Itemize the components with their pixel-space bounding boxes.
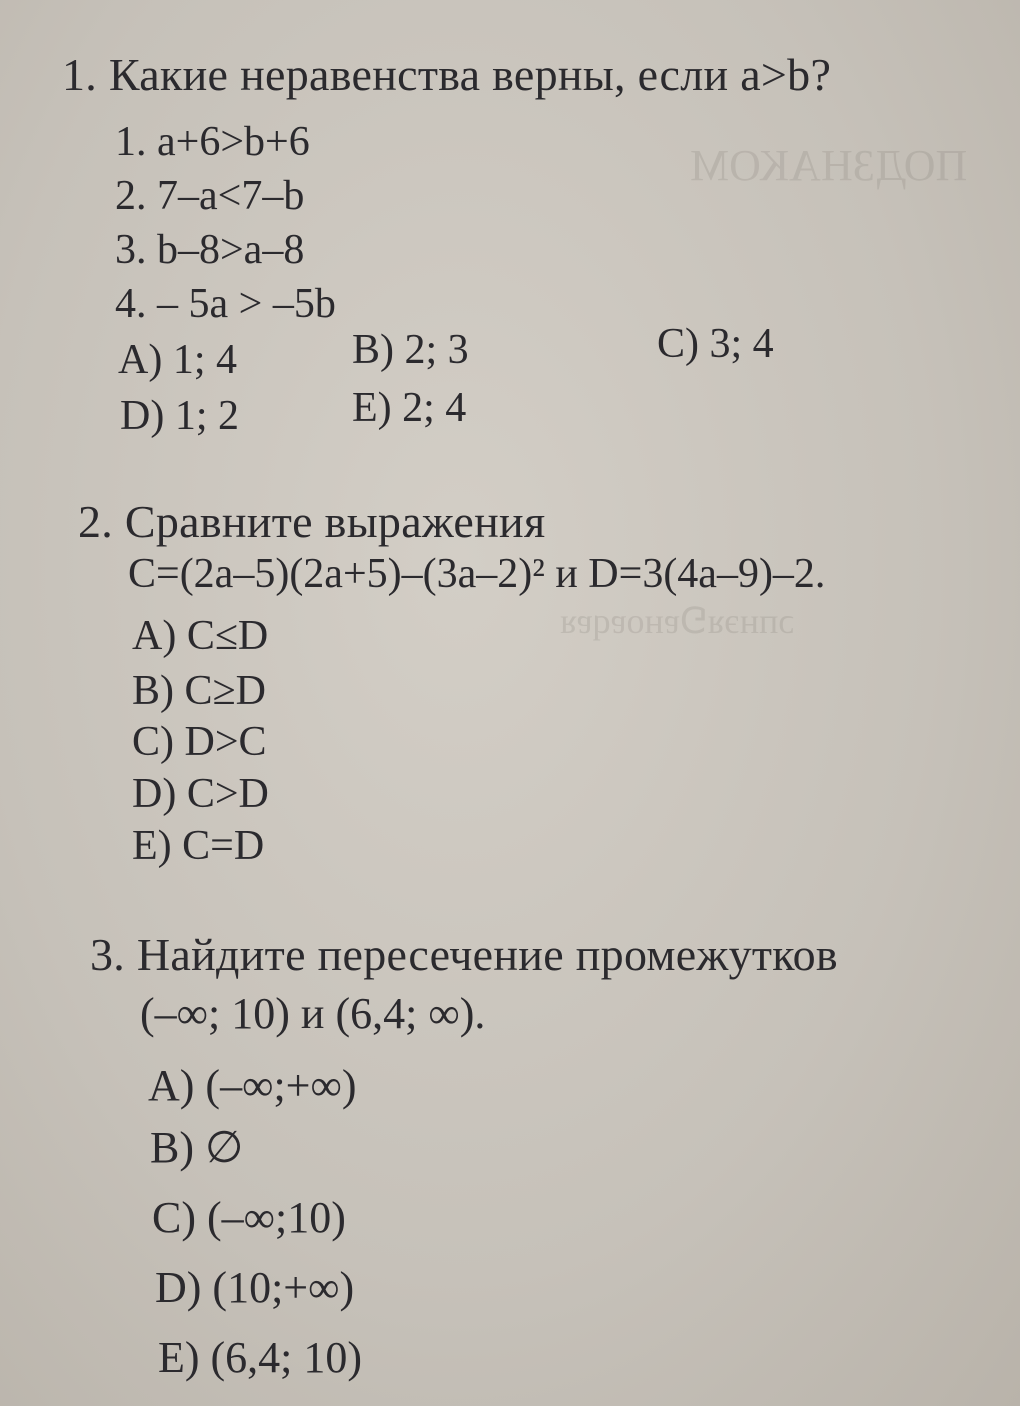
q1-item-2: 2. 7–a<7–b bbox=[115, 173, 305, 219]
q2-expression: C=(2a–5)(2a+5)–(3a–2)² и D=3(4a–9)–2. bbox=[128, 551, 826, 597]
q1-item-1: 1. a+6>b+6 bbox=[115, 119, 310, 165]
q2-option-b: B) C≥D bbox=[132, 668, 266, 714]
q2-option-d: D) C>D bbox=[132, 771, 269, 817]
q1-option-b: B) 2; 3 bbox=[352, 327, 469, 373]
q2-option-a: A) C≤D bbox=[132, 613, 269, 659]
q1-option-e: E) 2; 4 bbox=[352, 385, 467, 431]
q3-option-d: D) (10;+∞) bbox=[155, 1263, 355, 1312]
q3-option-a: A) (–∞;+∞) bbox=[148, 1061, 357, 1110]
q3-option-e: E) (6,4; 10) bbox=[158, 1333, 363, 1382]
q3-option-c: C) (–∞;10) bbox=[152, 1193, 346, 1242]
q1-option-d: D) 1; 2 bbox=[120, 393, 239, 439]
show-through-text: ɔпнэᴚꓨɐноɐqɐᴚ bbox=[560, 601, 795, 641]
q1-item-3: 3. b–8>a–8 bbox=[115, 227, 305, 273]
q3-intervals: (–∞; 10) и (6,4; ∞). bbox=[140, 989, 486, 1038]
q3-title: 3. Найдите пересечение промежутков bbox=[90, 929, 838, 980]
show-through-text: ПОДЗНАКОМ bbox=[690, 141, 968, 190]
q2-option-e: E) C=D bbox=[132, 823, 265, 869]
q1-title: 1. Какие неравенства верны, если a>b? bbox=[62, 49, 832, 100]
q1-option-a: A) 1; 4 bbox=[118, 337, 237, 383]
q1-option-c: C) 3; 4 bbox=[657, 321, 774, 367]
q2-title: 2. Сравните выражения bbox=[78, 496, 546, 547]
q1-item-4: 4. – 5a > –5b bbox=[115, 281, 336, 327]
q2-option-c: C) D>C bbox=[132, 719, 267, 765]
q3-option-b: B) ∅ bbox=[150, 1123, 244, 1172]
